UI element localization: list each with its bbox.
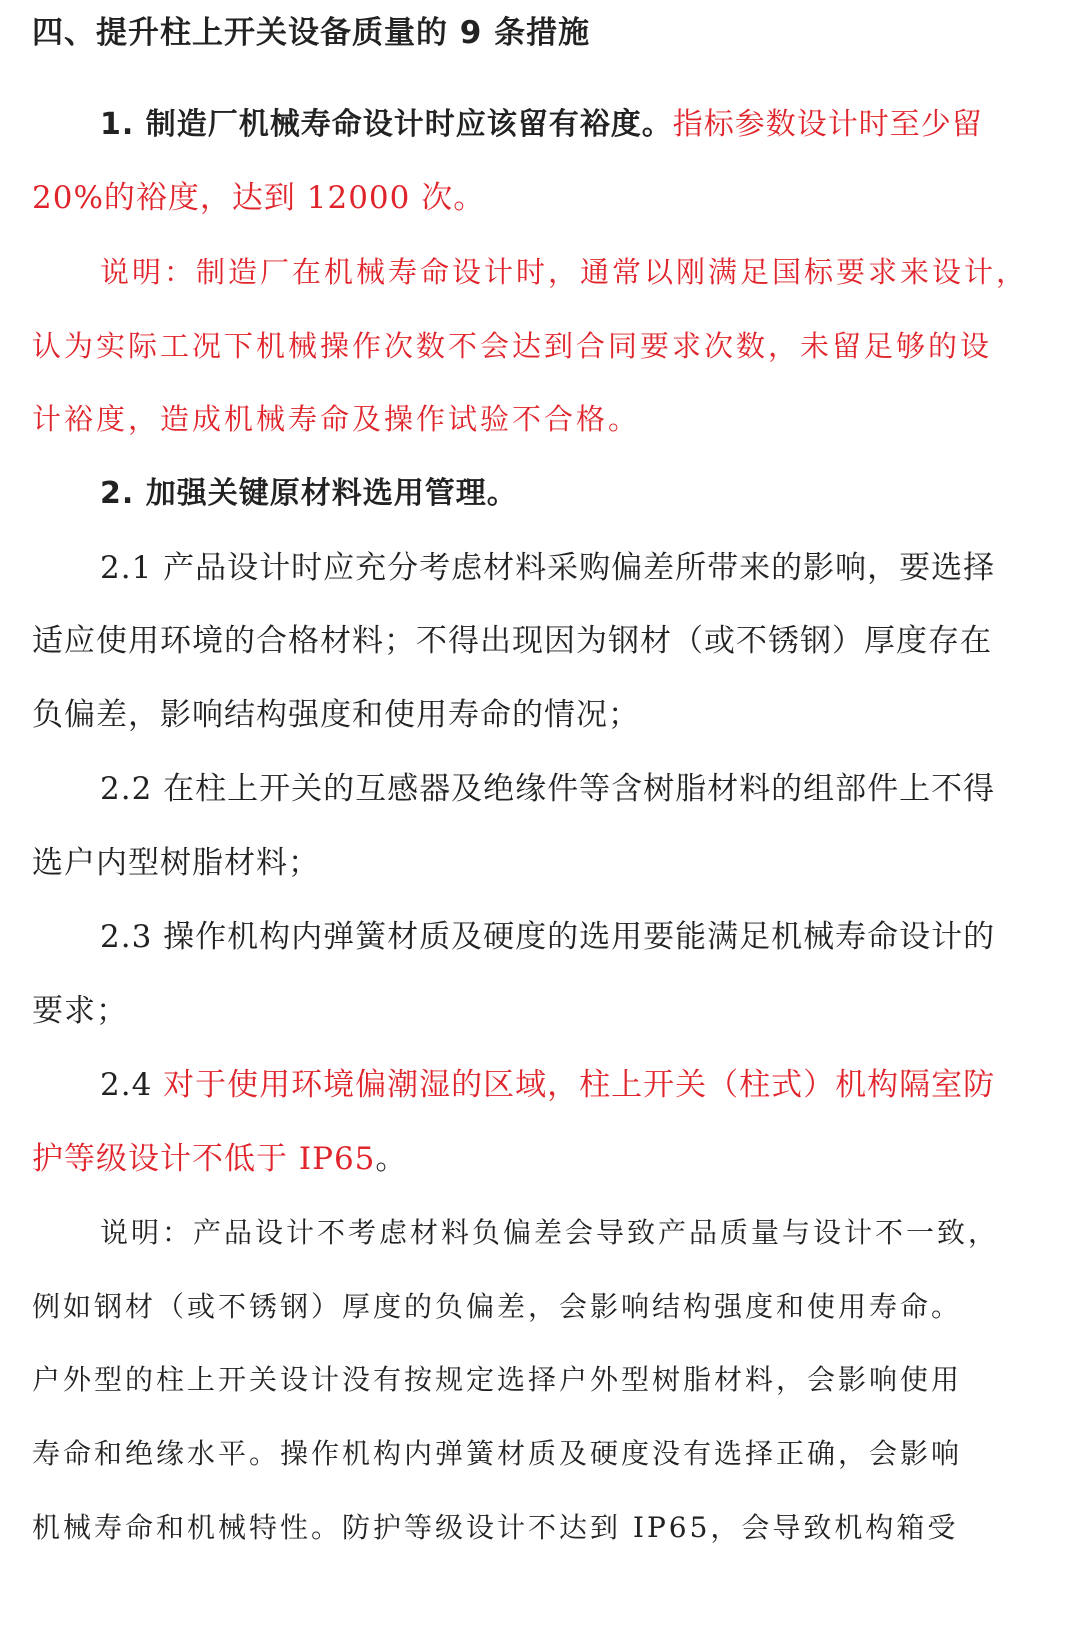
item1-heading-highlight: 指标参数设计时至少留 bbox=[672, 107, 983, 142]
item2-note-line: 说明：产品设计不考虑材料负偏差会导致产品质量与设计不一致， bbox=[100, 1216, 1000, 1249]
item2-1-line: 适应使用环境的合格材料；不得出现因为钢材（或不锈钢）厚度存在 bbox=[32, 623, 992, 659]
item2-2-line: 选户内型树脂材料； bbox=[32, 845, 320, 881]
item2-4-highlight-continued: 护等级设计不低于 IP65 bbox=[32, 1141, 376, 1177]
item2-1-line: 2.1 产品设计时应充分考虑材料采购偏差所带来的影响，要选择 bbox=[100, 550, 996, 586]
item2-4-line bbox=[32, 1139, 407, 1179]
item1-heading bbox=[100, 105, 983, 145]
item2-3-line: 要求； bbox=[32, 993, 128, 1029]
item2-4-number: 2.4 bbox=[100, 1067, 164, 1103]
item1-highlight-continued: 20%的裕度，达到 12000 次。 bbox=[32, 180, 486, 216]
item2-note-line: 例如钢材（或不锈钢）厚度的负偏差，会影响结构强度和使用寿命。 bbox=[32, 1290, 963, 1323]
item2-2-line: 2.2 在柱上开关的互感器及绝缘件等含树脂材料的组部件上不得 bbox=[100, 771, 996, 807]
item2-3-line: 2.3 操作机构内弹簧材质及硬度的选用要能满足机械寿命设计的 bbox=[100, 919, 996, 955]
item2-note-line: 户外型的柱上开关设计没有按规定选择户外型树脂材料，会影响使用 bbox=[32, 1363, 963, 1396]
item2-note-line: 机械寿命和机械特性。防护等级设计不达到 IP65，会导致机构箱受 bbox=[32, 1511, 959, 1544]
item2-4-end: 。 bbox=[375, 1141, 408, 1177]
item1-note-line: 认为实际工况下机械操作次数不会达到合同要求次数，未留足够的设 bbox=[32, 329, 993, 363]
item2-note-line: 寿命和绝缘水平。操作机构内弹簧材质及硬度没有选择正确，会影响 bbox=[32, 1437, 963, 1470]
item2-4-highlight: 对于使用环境偏潮湿的区域，柱上开关（柱式）机构隔室防 bbox=[163, 1067, 996, 1103]
section-title: 四、提升柱上开关设备质量的 9 条措施 bbox=[32, 15, 591, 51]
item2-4-line bbox=[100, 1065, 995, 1105]
item2-1-line: 负偏差，影响结构强度和使用寿命的情况； bbox=[32, 697, 640, 733]
item1-heading-text: 1. 制造厂机械寿命设计时应该留有裕度。 bbox=[100, 107, 673, 142]
item2-heading: 2. 加强关键原材料选用管理。 bbox=[100, 476, 518, 511]
item1-note-line: 说明：制造厂在机械寿命设计时，通常以刚满足国标要求来设计， bbox=[100, 255, 1029, 289]
item1-note-line: 计裕度，造成机械寿命及操作试验不合格。 bbox=[32, 402, 641, 436]
